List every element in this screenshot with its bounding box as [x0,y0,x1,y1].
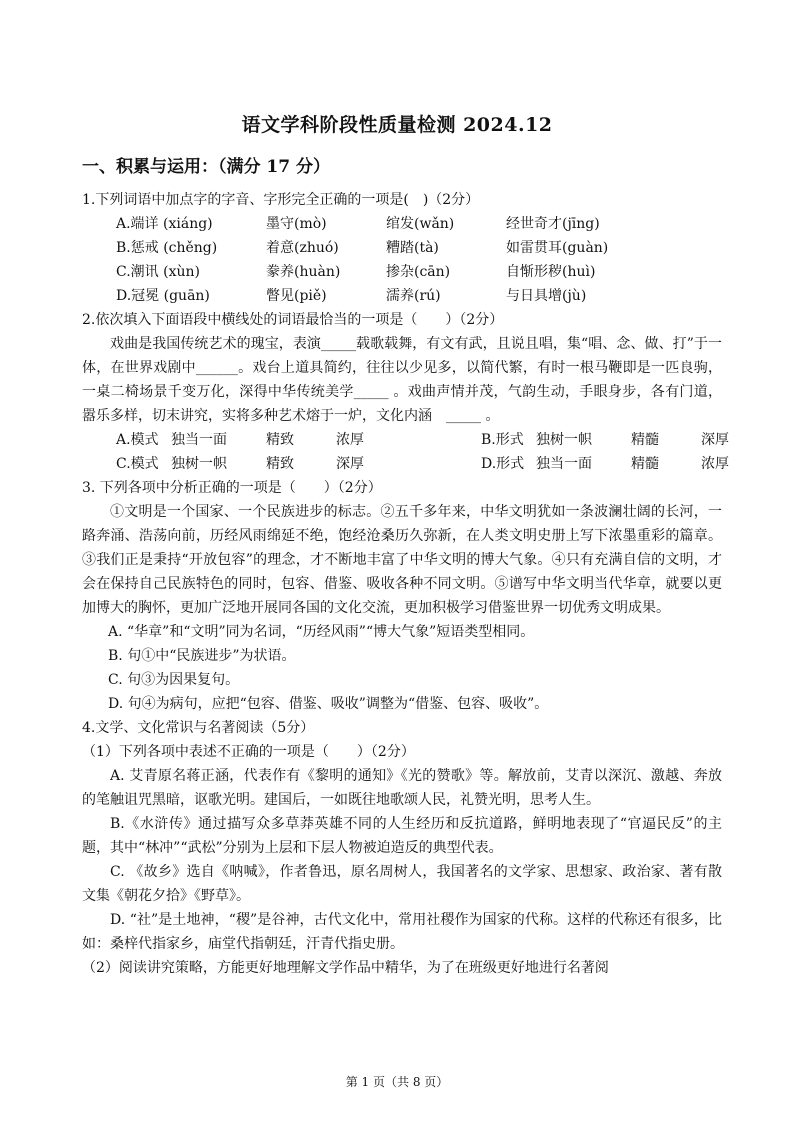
question-3-option: A. “华章”和“文明”同为名词，“历经风雨”“博大气象”短语类型相同。 [108,624,535,640]
question-4-option-d: D. “社”是土地神，“稷”是谷神，古代文化中，常用社稷作为国家的代称。这样的代称还有很多，比如：桑梓代指家乡，庙堂代指朝廷，汗青代指史册。 [82,912,722,952]
option-cell: 浓厚 [701,456,729,472]
question-4-sub1: （1）下列各项中表述不正确的一项是（ ）（2分） [82,744,415,760]
question-3-option: C. 句③为因果复句。 [108,672,240,688]
option-cell: 如雷贯耳(guàn) [506,240,609,256]
option-cell: B.惩戒 (chěng) [116,240,218,256]
question-3-stem: 3. 下列各项中分析正确的一项是（ ）（2分） [82,480,382,496]
option-cell: A.端详 (xiáng) [116,216,213,232]
option-cell: 深厚 [336,456,364,472]
question-2-stem: 2.依次填入下面语段中横线处的词语最恰当的一项是（ ）（2分） [82,312,504,328]
option-cell: 独当一面 [171,432,227,448]
option-cell: 绾发(wǎn) [386,216,455,232]
question-1-option-row [82,284,722,308]
option-cell: B.形式 [481,432,524,448]
question-1-option-row [82,260,722,284]
option-cell: 精髓 [631,432,659,448]
option-cell: 精致 [266,432,294,448]
option-cell: 精致 [266,456,294,472]
option-cell: 独树一帜 [171,456,227,472]
option-cell: 深厚 [701,432,729,448]
option-cell: 经世奇才(jīng) [506,216,600,232]
option-cell: 精髓 [631,456,659,472]
option-cell: 独当一面 [536,456,592,472]
option-cell: 自惭形秽(huì) [506,264,596,280]
question-4-stem: 4.文学、文化常识与名著阅读（5分） [82,720,315,736]
option-cell: 瞥见(piě) [266,288,327,304]
question-3-passage: ①文明是一个国家、一个民族进步的标志。②五千多年来，中华文明犹如一条波澜壮阔的长河，一路奔涌、浩荡向前，历经风雨绵延不绝，饱经沧桑历久弥新，在人类文明史册上写下浓墨重彩的篇章。③我们正是秉持“开放包容”的理念，才不断地丰富了中华文明的博大气象。④只有充满自信的文明，才会在保持自己民族特色的同时，包容、借鉴、吸收各种不同文明。⑤谱写中华文明当代华章，就要以更加博大的胸怀，更加广泛地开展同各国的文化交流，更加积极学习借鉴世界一切优秀文明成果。 [82,504,722,616]
option-cell: 糟踏(tà) [386,240,439,256]
option-cell: 独树一帜 [536,432,592,448]
question-2-passage: 戏曲是我国传统艺术的瑰宝，表演_____载歌载舞，有文有武，且说且唱，集“唱、念、做、打”于一体，在世界戏剧中______。戏台上道具简约，往往以少见多，以简代繁，有时一根马鞭即是一匹良驹，一桌二椅场景千变万化，深得中华传统美学_____ 。戏曲声情并茂，气韵生动，手眼身步，各有门道，嚣乐多样，切末讲究，实将多种艺术熔于一炉，文化内涵 _____ 。 [82,336,722,424]
option-cell: 与日具增(jù) [506,288,587,304]
page-title: 语文学科阶段性质量检测 2024.12 [241,114,553,136]
question-4-sub2: （2）阅读讲究策略，方能更好地理解文学作品中精华，为了在班级更好地进行名著阅 [82,960,609,976]
question-3-option: D. 句④为病句，应把“包容、借鉴、吸收”调整为“借鉴、包容、吸收”。 [108,696,549,712]
section-heading: 一、积累与运用：（满分 17 分） [82,157,330,177]
option-cell: D.形式 [481,456,525,472]
question-2-option-row [82,428,729,452]
question-3-option: B. 句①中“民族进步”为状语。 [108,648,296,664]
option-cell: C.模式 [116,456,159,472]
question-4-option-a: A. 艾青原名蒋正涵，代表作有《黎明的通知》《光的赞歌》等。解放前，艾青以深沉、激越、奔放的笔触诅咒黑暗，讴歌光明。建国后，一如既往地歌颂人民，礼赞光明，思考人生。 [82,768,722,808]
option-cell: 濡养(rú) [386,288,441,304]
option-cell: 豢养(huàn) [266,264,341,280]
question-1-stem: 1.下列词语中加点字的字音、字形完全正确的一项是( )（2分） [82,192,480,208]
option-cell: 掺杂(cān) [386,264,451,280]
option-cell: 着意(zhuó) [266,240,339,256]
question-1-option-row [82,236,722,260]
question-4-option-b: B.《水浒传》通过描写众多草莽英雄不同的人生经历和反抗道路，鲜明地表现了“官逼民反”的主题，其中“林冲”“武松”分别为上层和下层人物被迫造反的典型代表。 [82,816,722,856]
option-cell: A.模式 [116,432,159,448]
exam-content [82,188,729,980]
question-2-option-row [82,452,729,476]
question-1-option-row [82,212,722,236]
option-cell: 浓厚 [336,432,364,448]
option-cell: C.潮讯 (xùn) [116,264,200,280]
option-cell: 墨守(mò) [266,216,327,232]
question-4-option-c: C. 《故乡》选自《呐喊》，作者鲁迅，原名周树人，我国著名的文学家、思想家、政治家、著有散文集《朝花夕拾》《野草》。 [82,864,722,904]
option-cell: D.冠冕 (guān) [116,288,210,304]
page-footer: 第 1 页（共 8 页） [345,1075,449,1089]
